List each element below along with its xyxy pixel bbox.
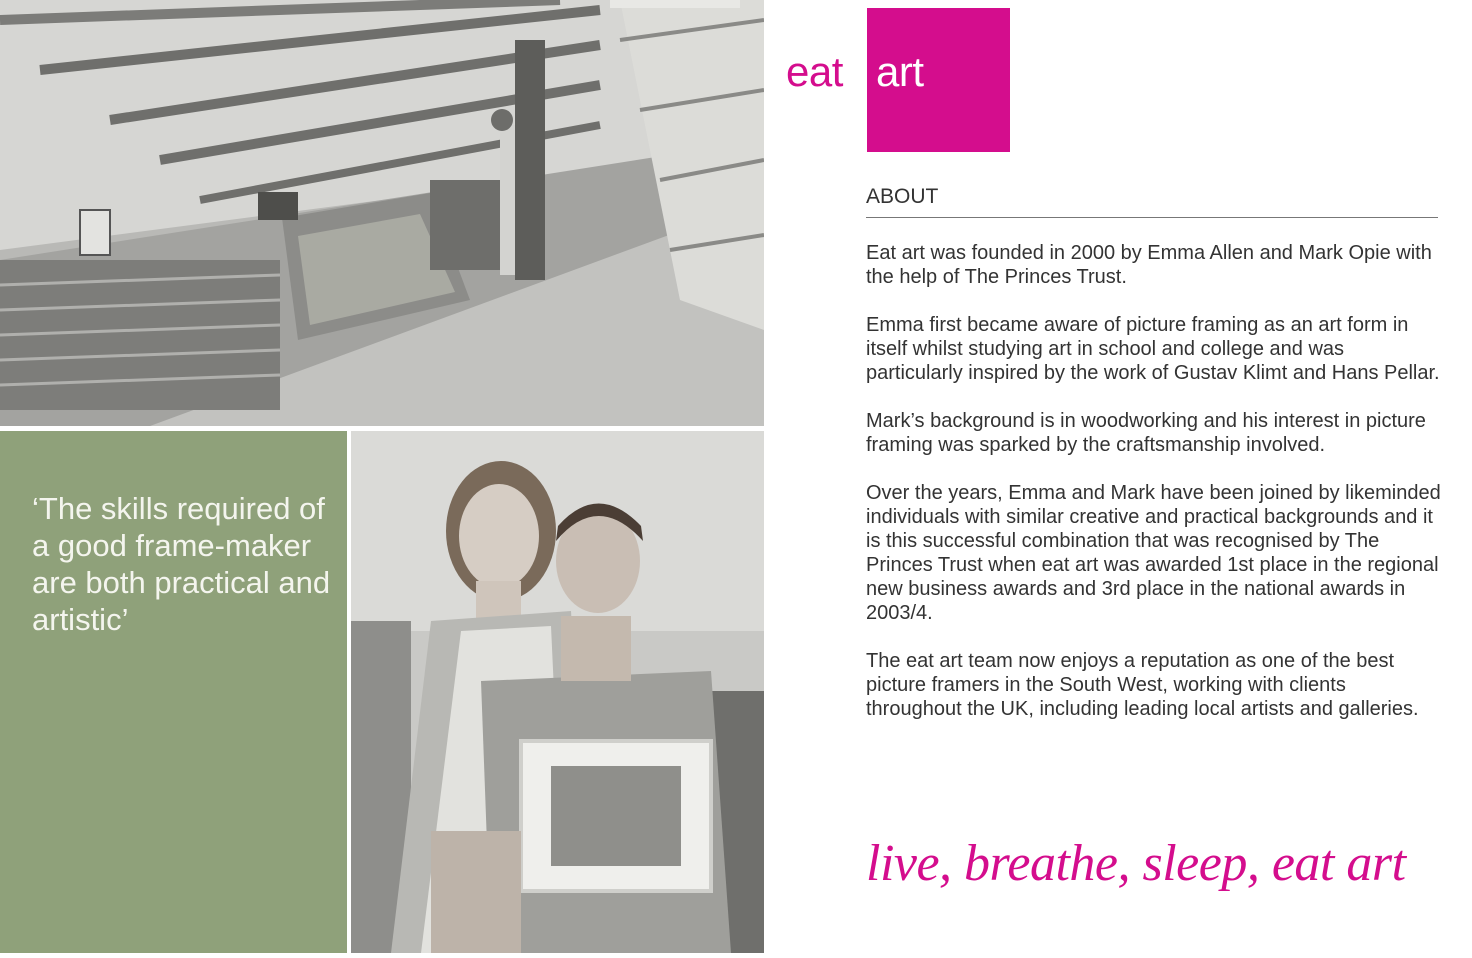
about-text (866, 241, 1441, 745)
about-paragraph: The eat art team now enjoys a reputation as one of the best picture framers in the South West, working with clients throughout the UK, including leading local artists and galleries. (866, 650, 1419, 720)
logo-word-eat: eat (786, 48, 843, 95)
about-paragraph: Eat art was founded in 2000 by Emma Allen and Mark Opie with the help of The Princes Trust. (866, 242, 1432, 288)
about-paragraph: Over the years, Emma and Mark have been joined by likeminded individuals with similar creative and practical backgrounds and it is this successful combination that was recognised by The Princes Trust when eat art was awarded 1st place in the regional new business awards and 3rd place in the national awards in 2003/4. (866, 482, 1441, 624)
title-divider (866, 217, 1438, 218)
logo-word-art: art (876, 48, 924, 95)
workshop-photo (0, 0, 764, 426)
about-paragraph: Emma first became aware of picture framing as an art form in itself whilst studying art in school and college and was particularly inspired by the work of Gustav Klimt and Hans Pellar. (866, 314, 1440, 384)
founders-photo (351, 431, 764, 953)
tagline: live, breathe, sleep, eat art (866, 835, 1406, 892)
quote-text: ‘The skills required of a good frame-maker are both practical and artistic’ (32, 491, 331, 637)
eat-art-logo[interactable] (786, 8, 1012, 152)
about-paragraph: Mark’s background is in woodworking and his interest in picture framing was sparked by the craftsmanship involved. (866, 410, 1426, 456)
page-title: ABOUT (866, 185, 939, 208)
